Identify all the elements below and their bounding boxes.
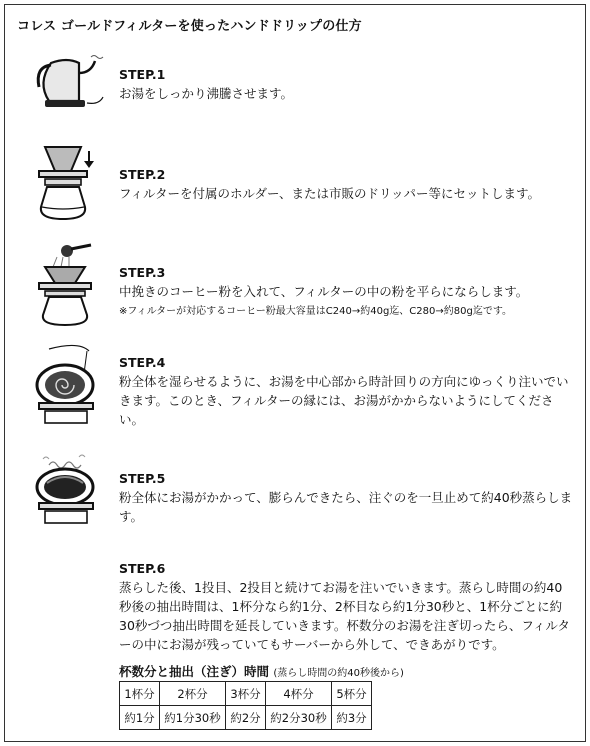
step-label: STEP.2	[119, 167, 166, 182]
table-cell: 約2分	[226, 706, 266, 730]
table-cell: 4杯分	[266, 682, 332, 706]
filter-holder-icon	[29, 141, 109, 229]
coffee-scoop-icon	[29, 241, 109, 329]
step-description: 粉全体にお湯がかかって、膨らんできたら、注ぐのを一旦止めて約40秒蒸らします。	[119, 490, 573, 524]
table-cell: 5杯分	[332, 682, 372, 706]
brew-time-heading: 杯数分と抽出（注ぎ）時間	[119, 664, 270, 679]
step-label: STEP.6	[119, 561, 166, 576]
table-cell: 2杯分	[160, 682, 226, 706]
pouring-icon	[29, 341, 109, 429]
brew-time-table	[119, 681, 372, 730]
kettle-icon	[29, 53, 109, 141]
table-cell: 約1分30秒	[160, 706, 226, 730]
step-label: STEP.5	[119, 471, 166, 486]
brew-time-title	[119, 662, 404, 680]
step-description: 中挽きのコーヒー粉を入れて、フィルターの中の粉を平らにならします。	[119, 284, 529, 299]
step-description: 粉全体を湿らせるように、お湯を中心部から時計回りの方向にゆっくり注いでいきます。このとき、フィルターの縁には、お湯がかからないようにしてください。	[119, 374, 569, 427]
table-row	[120, 706, 372, 730]
table-row	[120, 682, 372, 706]
step-description: 蒸らした後、1投目、2投目と続けてお湯を注いでいきます。蒸らし時間の約40秒後の抽出時間は、1杯分なら約1分、2杯目なら約1分30秒と、1杯分ごとに約30秒づつ抽出時間を延長していきます。杯数分のお湯を注ぎ切ったら、フィルターの中にお湯が残っていてもサーバーから外して、できあがりです。	[119, 580, 570, 652]
table-cell: 1杯分	[120, 682, 160, 706]
brew-time-subtitle: (蒸らし時間の約40秒後から)	[273, 668, 404, 679]
table-cell: 約1分	[120, 706, 160, 730]
step-label: STEP.4	[119, 355, 166, 370]
step-description: お湯をしっかり沸騰させます。	[119, 86, 294, 101]
step-label: STEP.1	[119, 67, 166, 82]
table-cell: 3杯分	[226, 682, 266, 706]
page-title: コレス ゴールドフィルターを使ったハンドドリップの仕方	[17, 19, 362, 34]
step-description: フィルターを付属のホルダー、または市販のドリッパー等にセットします。	[119, 186, 541, 201]
table-cell: 約2分30秒	[266, 706, 332, 730]
steaming-icon	[29, 453, 109, 541]
step-label: STEP.3	[119, 265, 166, 280]
instruction-panel	[4, 4, 586, 742]
capacity-note: ※フィルターが対応するコーヒー粉最大容量はC240→約40g迄、C280→約80g迄です。	[119, 306, 513, 317]
table-cell: 約3分	[332, 706, 372, 730]
